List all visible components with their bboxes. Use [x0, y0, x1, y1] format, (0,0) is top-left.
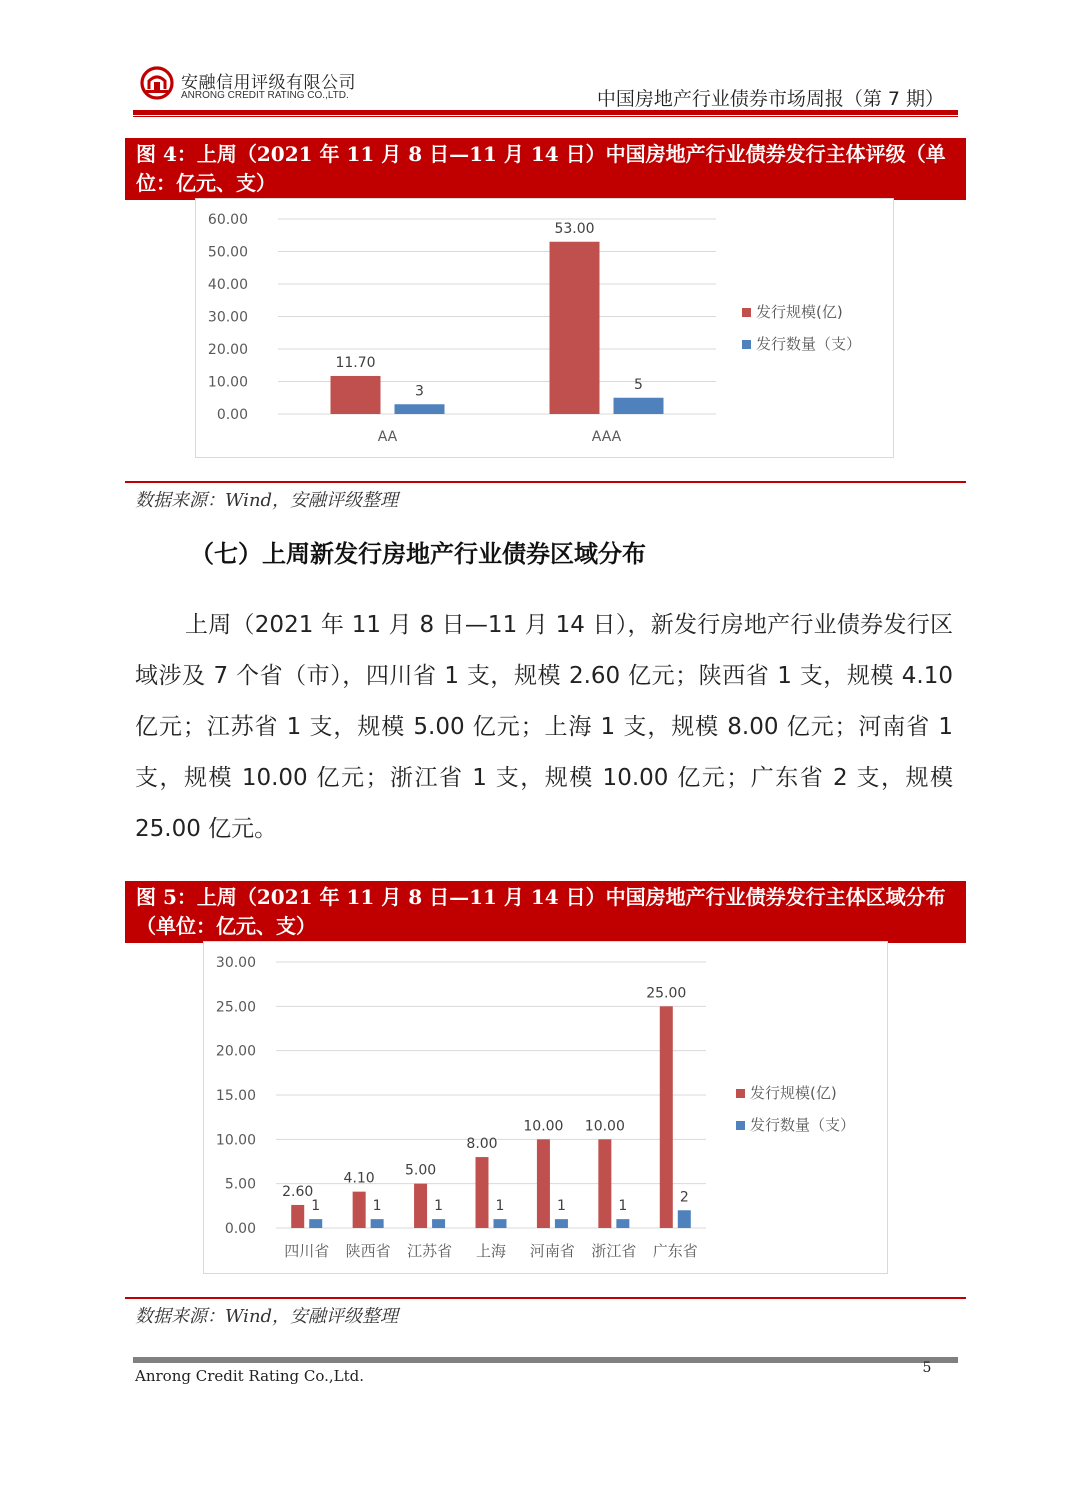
figure4-bar-chart	[196, 199, 893, 457]
bar	[555, 1219, 568, 1228]
legend-label: 发行规模(亿)	[756, 303, 843, 321]
bar	[371, 1219, 384, 1228]
section-title: （七）上周新发行房地产行业债券区域分布	[190, 540, 646, 568]
x-category-label: 广东省	[652, 1242, 698, 1260]
y-tick-label: 30.00	[207, 309, 248, 326]
report-title: 中国房地产行业债券市场周报（第 7 期）	[596, 88, 944, 110]
page-number: 5	[922, 1360, 932, 1376]
figure5-source-rule	[125, 1297, 966, 1299]
header-rule-thin	[133, 116, 958, 117]
section-paragraph: 上周（2021 年 11 月 8 日—11 月 14 日），新发行房地产行业债券发行区域涉及 7 个省（市），四川省 1 支，规模 2.60 亿元；陕西省 1 支，规模 4.10 亿元；江苏省 1 支，规模 5.00 亿元；上海 1 支，规模 8.00 亿元；河南省 1 支，规模 10.00 亿元；浙江省 1 支，规模 10.00 亿元；广东省 2 支，规模 25.00 亿元。	[135, 612, 953, 842]
data-label: 4.10	[343, 1170, 375, 1187]
bar	[494, 1219, 507, 1228]
data-label: 1	[495, 1198, 505, 1215]
data-label: 1	[311, 1198, 321, 1215]
x-category-label: 陕西省	[345, 1242, 391, 1260]
bar	[432, 1219, 445, 1228]
y-tick-label: 20.00	[207, 342, 248, 358]
bar	[550, 242, 600, 414]
data-label: 1	[434, 1198, 444, 1215]
bar	[476, 1157, 489, 1228]
company-name-en: ANRONG CREDIT RATING CO.,LTD.	[181, 90, 349, 101]
data-label: 2.60	[282, 1183, 314, 1200]
footer-company: Anrong Credit Rating Co.,Ltd.	[135, 1367, 365, 1385]
x-category-label: 河南省	[529, 1242, 575, 1260]
bar	[678, 1210, 691, 1228]
legend-label: 发行规模(亿)	[750, 1084, 837, 1102]
y-tick-label: 10.00	[207, 374, 248, 391]
data-label: 1	[618, 1198, 628, 1215]
figure5-bar-chart	[204, 942, 887, 1273]
legend-swatch	[742, 308, 751, 317]
figure5-caption: 图 5：上周（2021 年 11 月 8 日—11 月 14 日）中国房地产行业债券发行主体区域分布（单位：亿元、支）	[125, 881, 966, 943]
y-tick-label: 5.00	[224, 1176, 256, 1193]
legend-label: 发行数量（支）	[756, 335, 862, 353]
x-category-label: 浙江省	[591, 1242, 637, 1260]
figure4-chart-frame	[195, 198, 894, 458]
bar	[309, 1219, 322, 1228]
data-label: 53.00	[554, 220, 595, 237]
x-category-label: 上海	[475, 1242, 507, 1260]
legend-label: 发行数量（支）	[750, 1116, 856, 1134]
legend-swatch	[742, 340, 751, 349]
figure5-source: 数据来源：Wind，安融评级整理	[135, 1306, 399, 1327]
data-label: 2	[679, 1189, 689, 1206]
y-tick-label: 40.00	[207, 277, 248, 293]
y-tick-label: 0.00	[224, 1221, 256, 1237]
bar	[395, 404, 445, 414]
data-label: 3	[415, 383, 424, 400]
data-label: 8.00	[466, 1136, 498, 1153]
data-label: 1	[556, 1198, 566, 1215]
bar	[331, 376, 381, 414]
data-label: 1	[372, 1198, 382, 1215]
y-tick-label: 60.00	[207, 212, 248, 228]
data-label: 25.00	[646, 985, 687, 1002]
data-label: 5	[634, 376, 643, 393]
figure4-source-rule	[125, 481, 966, 483]
x-category-label: AA	[377, 429, 398, 445]
bar	[660, 1006, 673, 1228]
y-tick-label: 50.00	[207, 244, 248, 261]
bar	[291, 1205, 304, 1228]
header-rule	[133, 110, 958, 115]
x-category-label: 四川省	[284, 1242, 330, 1260]
data-label: 5.00	[404, 1162, 437, 1179]
bar	[353, 1192, 366, 1228]
bar	[598, 1139, 611, 1228]
y-tick-label: 20.00	[215, 1043, 256, 1060]
bar	[414, 1184, 427, 1228]
legend-swatch	[736, 1089, 745, 1098]
y-tick-label: 30.00	[215, 955, 256, 971]
y-tick-label: 15.00	[215, 1088, 256, 1104]
data-label: 10.00	[523, 1118, 564, 1135]
figure4-source: 数据来源：Wind，安融评级整理	[135, 490, 399, 511]
figure4-caption: 图 4：上周（2021 年 11 月 8 日—11 月 14 日）中国房地产行业债券发行主体评级（单位：亿元、支）	[125, 138, 966, 200]
data-label: 10.00	[584, 1118, 625, 1135]
y-tick-label: 0.00	[216, 407, 248, 423]
bar	[614, 398, 664, 414]
company-name-cn: 安融信用评级有限公司	[181, 73, 356, 93]
x-category-label: 江苏省	[407, 1242, 453, 1260]
legend-swatch	[736, 1121, 745, 1130]
anrong-logo-icon	[140, 66, 174, 100]
data-label: 11.70	[335, 354, 376, 371]
x-category-label: AAA	[591, 429, 622, 445]
footer-rule	[133, 1357, 958, 1363]
y-tick-label: 25.00	[215, 999, 256, 1016]
bar	[616, 1219, 629, 1228]
figure5-chart-frame	[203, 941, 888, 1274]
bar	[537, 1139, 550, 1228]
y-tick-label: 10.00	[215, 1132, 256, 1149]
